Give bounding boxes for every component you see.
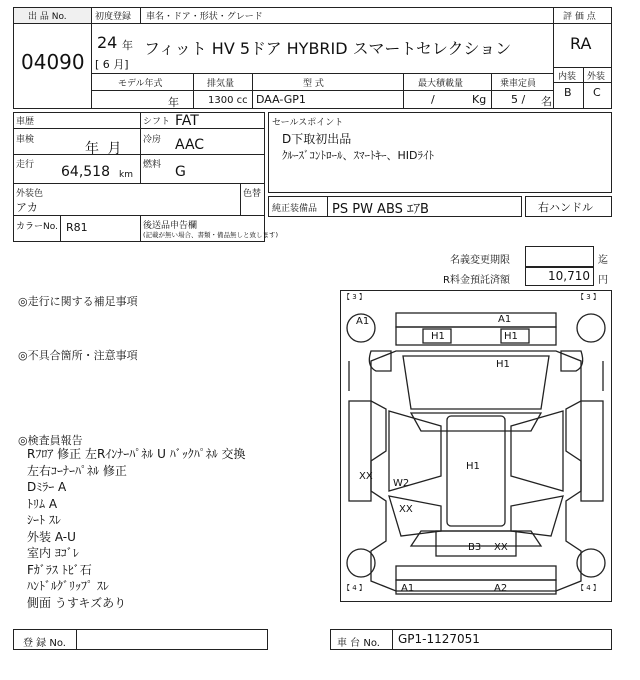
mark-xx-floor: XX bbox=[399, 504, 413, 515]
inspector-label: ◎検査員報告 bbox=[18, 434, 83, 447]
recycle-label: R料金預託済額 bbox=[443, 275, 510, 286]
sales-line-1: D下取初出品 bbox=[282, 132, 352, 146]
name-change-label: 名義変更期限 bbox=[450, 255, 510, 266]
car-name: フィット HV 5ドア HYBRID スマートセレクション bbox=[144, 39, 512, 58]
driving-notes-label: ◎走行に関する補足事項 bbox=[18, 295, 138, 308]
capacity: 5 / bbox=[511, 93, 526, 106]
ac-label: 冷房 bbox=[143, 135, 162, 145]
interior-label: 内装 bbox=[558, 72, 577, 82]
defects-label: ◎不具合箇所・注意事項 bbox=[18, 349, 138, 362]
chassis-no: GP1-1127051 bbox=[398, 632, 480, 646]
displacement-label: 排気量 bbox=[207, 79, 235, 89]
inspector-line: Rﾌﾛｱ 修正 左Rｲﾝﾅｰﾊﾟﾈﾙ U ﾊﾞｯｸﾊﾟﾈﾙ 交換 bbox=[27, 447, 246, 461]
color-no-label: カラーNo. bbox=[16, 222, 58, 232]
lot-no: 04090 bbox=[21, 50, 85, 74]
corner-bottom-left: 【 4 】 bbox=[343, 584, 366, 592]
color-change-label: 色替 bbox=[243, 189, 262, 199]
mark-b3: B3 bbox=[468, 542, 482, 553]
rating-label: 評 価 点 bbox=[563, 12, 596, 22]
model-year-label: モデル年式 bbox=[118, 79, 163, 89]
chassis-label: 車 台 No. bbox=[337, 638, 380, 649]
inspector-line: 側面 うすキズあり bbox=[27, 595, 127, 610]
name-label: 車名・ドア・形状・グレード bbox=[146, 12, 263, 22]
fuel-label: 燃料 bbox=[143, 160, 162, 170]
capacity-label: 乗車定員 bbox=[500, 79, 537, 89]
mark-h1-hood: H1 bbox=[496, 359, 510, 370]
name-change-unit: 迄 bbox=[598, 255, 608, 266]
inspector-line: Dﾐﾗｰ A bbox=[27, 480, 67, 494]
capacity-unit: 名 bbox=[541, 95, 552, 108]
interior-grade: B bbox=[564, 86, 572, 99]
inspector-line: 外装 A-U bbox=[27, 529, 76, 544]
mark-h1-left-light: H1 bbox=[431, 331, 445, 342]
inspection-label: 車検 bbox=[16, 135, 35, 145]
mark-a1-rear: A1 bbox=[401, 583, 415, 594]
exterior-label: 外装 bbox=[587, 72, 606, 82]
mark-h1-right-light: H1 bbox=[504, 331, 518, 342]
recycle-value: 10,710 bbox=[548, 269, 590, 283]
lot-no-label: 出 品 No. bbox=[28, 12, 67, 22]
rating: RA bbox=[570, 34, 592, 53]
mark-xx-left: XX bbox=[359, 471, 373, 482]
inspector-line: 室内 ﾖｺﾞﾚ bbox=[27, 546, 79, 560]
car-diagram bbox=[340, 290, 612, 602]
color: アカ bbox=[16, 201, 38, 214]
color-label: 外装色 bbox=[16, 189, 44, 199]
mileage: 64,518 bbox=[61, 164, 110, 180]
sales-line-2: ｸﾙｰｽﾞｺﾝﾄﾛｰﾙ、ｽﾏｰﾄｷｰ、HIDﾗｲﾄ bbox=[282, 149, 434, 162]
corner-top-left: 【 3 】 bbox=[343, 293, 366, 301]
inspector-line: ﾊﾝﾄﾞﾙｸﾞﾘｯﾌﾟ ｽﾚ bbox=[27, 579, 109, 593]
first-reg-year: 24 bbox=[97, 33, 118, 52]
mark-h1-roof: H1 bbox=[466, 461, 480, 472]
load-unit: Kg bbox=[472, 93, 487, 106]
model: DAA-GP1 bbox=[256, 93, 306, 106]
corner-bottom-right: 【 4 】 bbox=[577, 584, 600, 592]
recycle-unit: 円 bbox=[598, 275, 608, 286]
inspector-notes bbox=[27, 446, 246, 611]
shift-label: シフト bbox=[143, 117, 171, 127]
first-reg-month: [ 6 月] bbox=[95, 58, 129, 71]
mark-xx-rear: XX bbox=[494, 542, 508, 553]
postdoc-note: (記載が無い場合、書類・備品無しと致します) bbox=[143, 231, 279, 239]
mileage-unit: km bbox=[119, 170, 133, 180]
inspection-value: 年 月 bbox=[85, 141, 124, 157]
exterior-grade: C bbox=[593, 86, 601, 99]
mark-a1-front: A1 bbox=[498, 314, 512, 325]
fuel: G bbox=[175, 164, 186, 180]
first-reg-label: 初度登録 bbox=[95, 12, 132, 22]
inspector-line: ﾄﾘﾑ A bbox=[27, 496, 58, 511]
steering: 右ハンドル bbox=[538, 201, 593, 214]
corner-top-right: 【 3 】 bbox=[577, 293, 600, 301]
history-label: 車歴 bbox=[16, 117, 35, 127]
model-year-unit: 年 bbox=[168, 96, 179, 109]
ac: AAC bbox=[175, 137, 205, 153]
reg-no-label: 登 録 No. bbox=[23, 638, 66, 649]
mark-w2: W2 bbox=[393, 478, 410, 489]
load-sep: / bbox=[431, 93, 435, 106]
postdoc-label: 後送品申告欄 bbox=[143, 221, 198, 231]
mark-a1-wheel: A1 bbox=[356, 316, 370, 327]
load-label: 最大積載量 bbox=[418, 79, 464, 89]
mark-a2-rear: A2 bbox=[494, 583, 508, 594]
model-label: 型 式 bbox=[303, 79, 324, 89]
name-change-box bbox=[525, 246, 594, 267]
color-no: R81 bbox=[66, 221, 88, 234]
inspector-line: Fｶﾞﾗｽ ﾄﾋﾞ石 bbox=[27, 562, 92, 577]
mileage-label: 走行 bbox=[16, 160, 35, 170]
inspector-line: ｼｰﾄ ｽﾚ bbox=[27, 513, 61, 527]
displacement: 1300 cc bbox=[208, 95, 248, 106]
first-reg-year-unit: 年 bbox=[122, 39, 133, 52]
inspector-line: 左右ｺｰﾅｰﾊﾟﾈﾙ 修正 bbox=[27, 463, 127, 478]
equipment: PS PW ABS ｴｱB bbox=[332, 202, 429, 217]
shift: FAT bbox=[175, 113, 199, 129]
equipment-label: 純正装備品 bbox=[272, 204, 318, 214]
sales-point-label: セールスポイント bbox=[272, 118, 344, 128]
